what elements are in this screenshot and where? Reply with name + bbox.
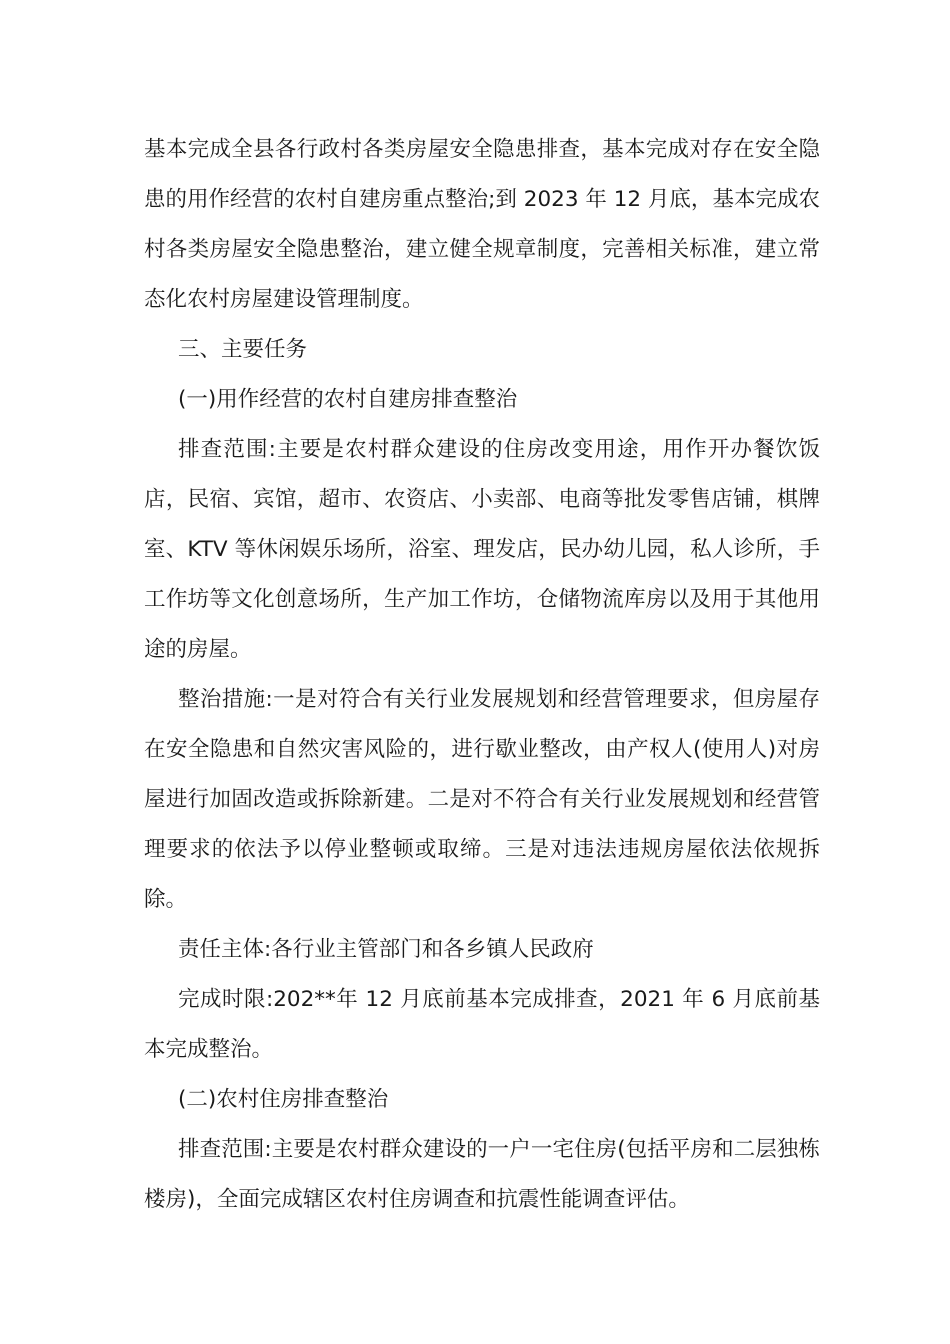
heading-main-tasks: 三、主要任务 (178, 337, 308, 362)
document-body (144, 125, 820, 1225)
paragraph-responsible-party: 责任主体:各行业主管部门和各乡镇人民政府 (178, 937, 594, 962)
paragraph-deadline: 完成时限:202**年 12 月底前基本完成排查，2021 年 6 月底前基本完成整治。 (144, 987, 820, 1062)
subheading-commercial-self-built-houses: (一)用作经营的农村自建房排查整治 (178, 387, 518, 412)
paragraph-inspection-scope-2: 排查范围:主要是农村群众建设的一户一宅住房(包括平房和二层独栋楼房)，全面完成辖区农村住房调查和抗震性能调查评估。 (144, 1137, 820, 1212)
paragraph-goal-summary: 基本完成全县各行政村各类房屋安全隐患排查，基本完成对存在安全隐患的用作经营的农村自建房重点整治;到 2023 年 12 月底，基本完成农村各类房屋安全隐患整治，建立健全规章制度，完善相关标准，建立常态化农村房屋建设管理制度。 (144, 137, 820, 312)
paragraph-rectification-measures: 整治措施:一是对符合有关行业发展规划和经营管理要求，但房屋存在安全隐患和自然灾害风险的，进行歇业整改，由产权人(使用人)对房屋进行加固改造或拆除新建。二是对不符合有关行业发展规划和经营管理要求的依法予以停业整顿或取缔。三是对违法违规房屋依法依规拆除。 (144, 687, 820, 912)
paragraph-inspection-scope-1: 排查范围:主要是农村群众建设的住房改变用途，用作开办餐饮饭店，民宿、宾馆，超市、农资店、小卖部、电商等批发零售店铺，棋牌室、KTV 等休闲娱乐场所，浴室、理发店，民办幼儿园，私人诊所，手工作坊等文化创意场所，生产加工作坊，仓储物流库房以及用于其他用途的房屋。 (144, 437, 820, 662)
subheading-rural-housing: (二)农村住房排查整治 (178, 1087, 389, 1112)
